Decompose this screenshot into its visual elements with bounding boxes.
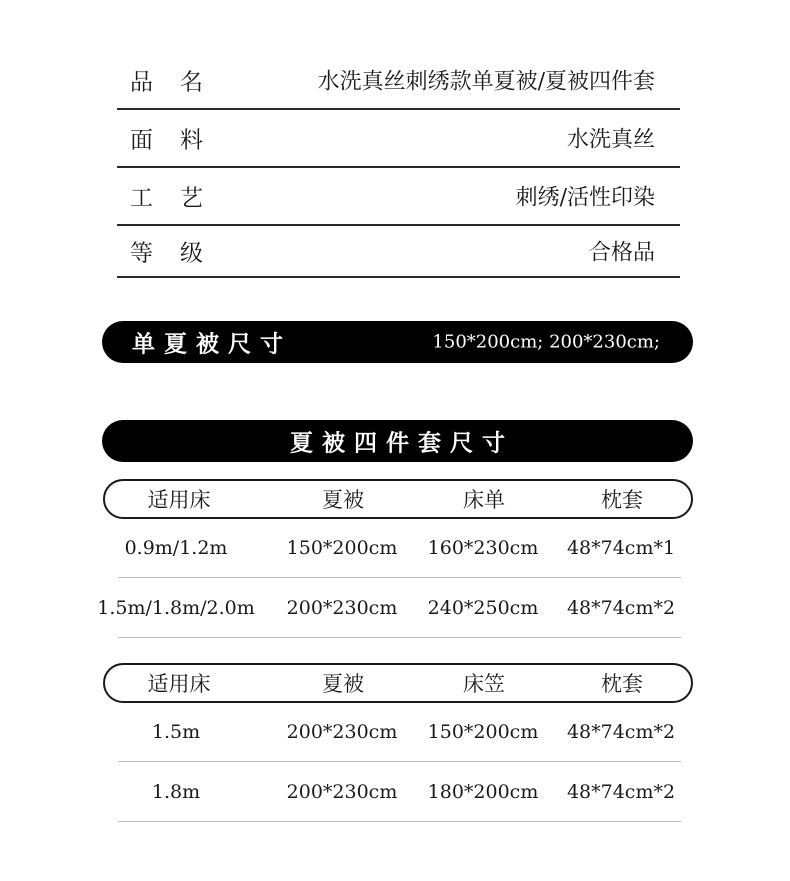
spec-row-product-name: [117, 52, 680, 110]
table-cell: 48*74cm*2: [566, 781, 676, 803]
table-cell: 48*74cm*1: [566, 537, 676, 559]
table-cell: 0.9m/1.2m: [124, 537, 228, 559]
table-cell: 1.8m: [151, 781, 201, 803]
table-cell: 200*230cm: [286, 781, 398, 803]
table-row: [97, 579, 681, 638]
single-quilt-size-title: 单夏被尺寸: [132, 330, 292, 358]
table-cell: 1.5m/1.8m/2.0m: [97, 597, 255, 619]
set-size-banner: [102, 420, 693, 462]
table-header-cell: 夏被: [322, 488, 364, 512]
table-header-cell: 夏被: [322, 672, 364, 696]
spec-value: 水洗真丝刺绣款单夏被/夏被四件套: [317, 69, 655, 95]
spec-label-char: 面: [130, 127, 153, 154]
table-header-cell: 适用床: [147, 672, 211, 696]
size-table-2-header: [103, 663, 693, 703]
single-quilt-size-value: 150*200cm; 200*230cm;: [432, 331, 660, 353]
table-cell: 48*74cm*2: [566, 721, 676, 743]
table-cell: 48*74cm*2: [566, 597, 676, 619]
table-cell: 150*200cm: [286, 537, 398, 559]
spec-row-craft: [117, 168, 680, 226]
table-header-cell: 床笠: [463, 672, 505, 696]
table-cell: 180*200cm: [427, 781, 539, 803]
table-cell: 1.5m: [151, 721, 201, 743]
spec-label-char: 料: [180, 127, 203, 154]
spec-value: 刺绣/活性印染: [515, 185, 655, 211]
spec-label-char: 工: [130, 185, 153, 212]
table-header-cell: 适用床: [147, 488, 211, 512]
table-header-cell: 枕套: [601, 672, 643, 696]
single-quilt-size-banner: [102, 321, 693, 363]
spec-label-char: 等: [130, 240, 153, 267]
table-cell: 150*200cm: [427, 721, 539, 743]
table-row: [118, 519, 681, 578]
size-table-1-header: [103, 479, 693, 519]
spec-row-fabric: [117, 110, 680, 168]
spec-value: 合格品: [588, 240, 655, 266]
table-cell: 240*250cm: [427, 597, 539, 619]
spec-value: 水洗真丝: [566, 127, 655, 153]
table-row: [118, 703, 681, 762]
spec-row-grade: [117, 226, 680, 278]
table-row: [118, 763, 681, 822]
spec-label-char: 品: [130, 69, 153, 96]
table-cell: 160*230cm: [427, 537, 539, 559]
table-cell: 200*230cm: [286, 597, 398, 619]
set-size-title: 夏被四件套尺寸: [290, 429, 514, 457]
spec-label-char: 级: [180, 240, 203, 267]
spec-label-char: 艺: [180, 185, 203, 212]
spec-label-char: 名: [180, 69, 203, 96]
table-cell: 200*230cm: [286, 721, 398, 743]
table-header-cell: 枕套: [601, 488, 643, 512]
table-header-cell: 床单: [463, 488, 505, 512]
